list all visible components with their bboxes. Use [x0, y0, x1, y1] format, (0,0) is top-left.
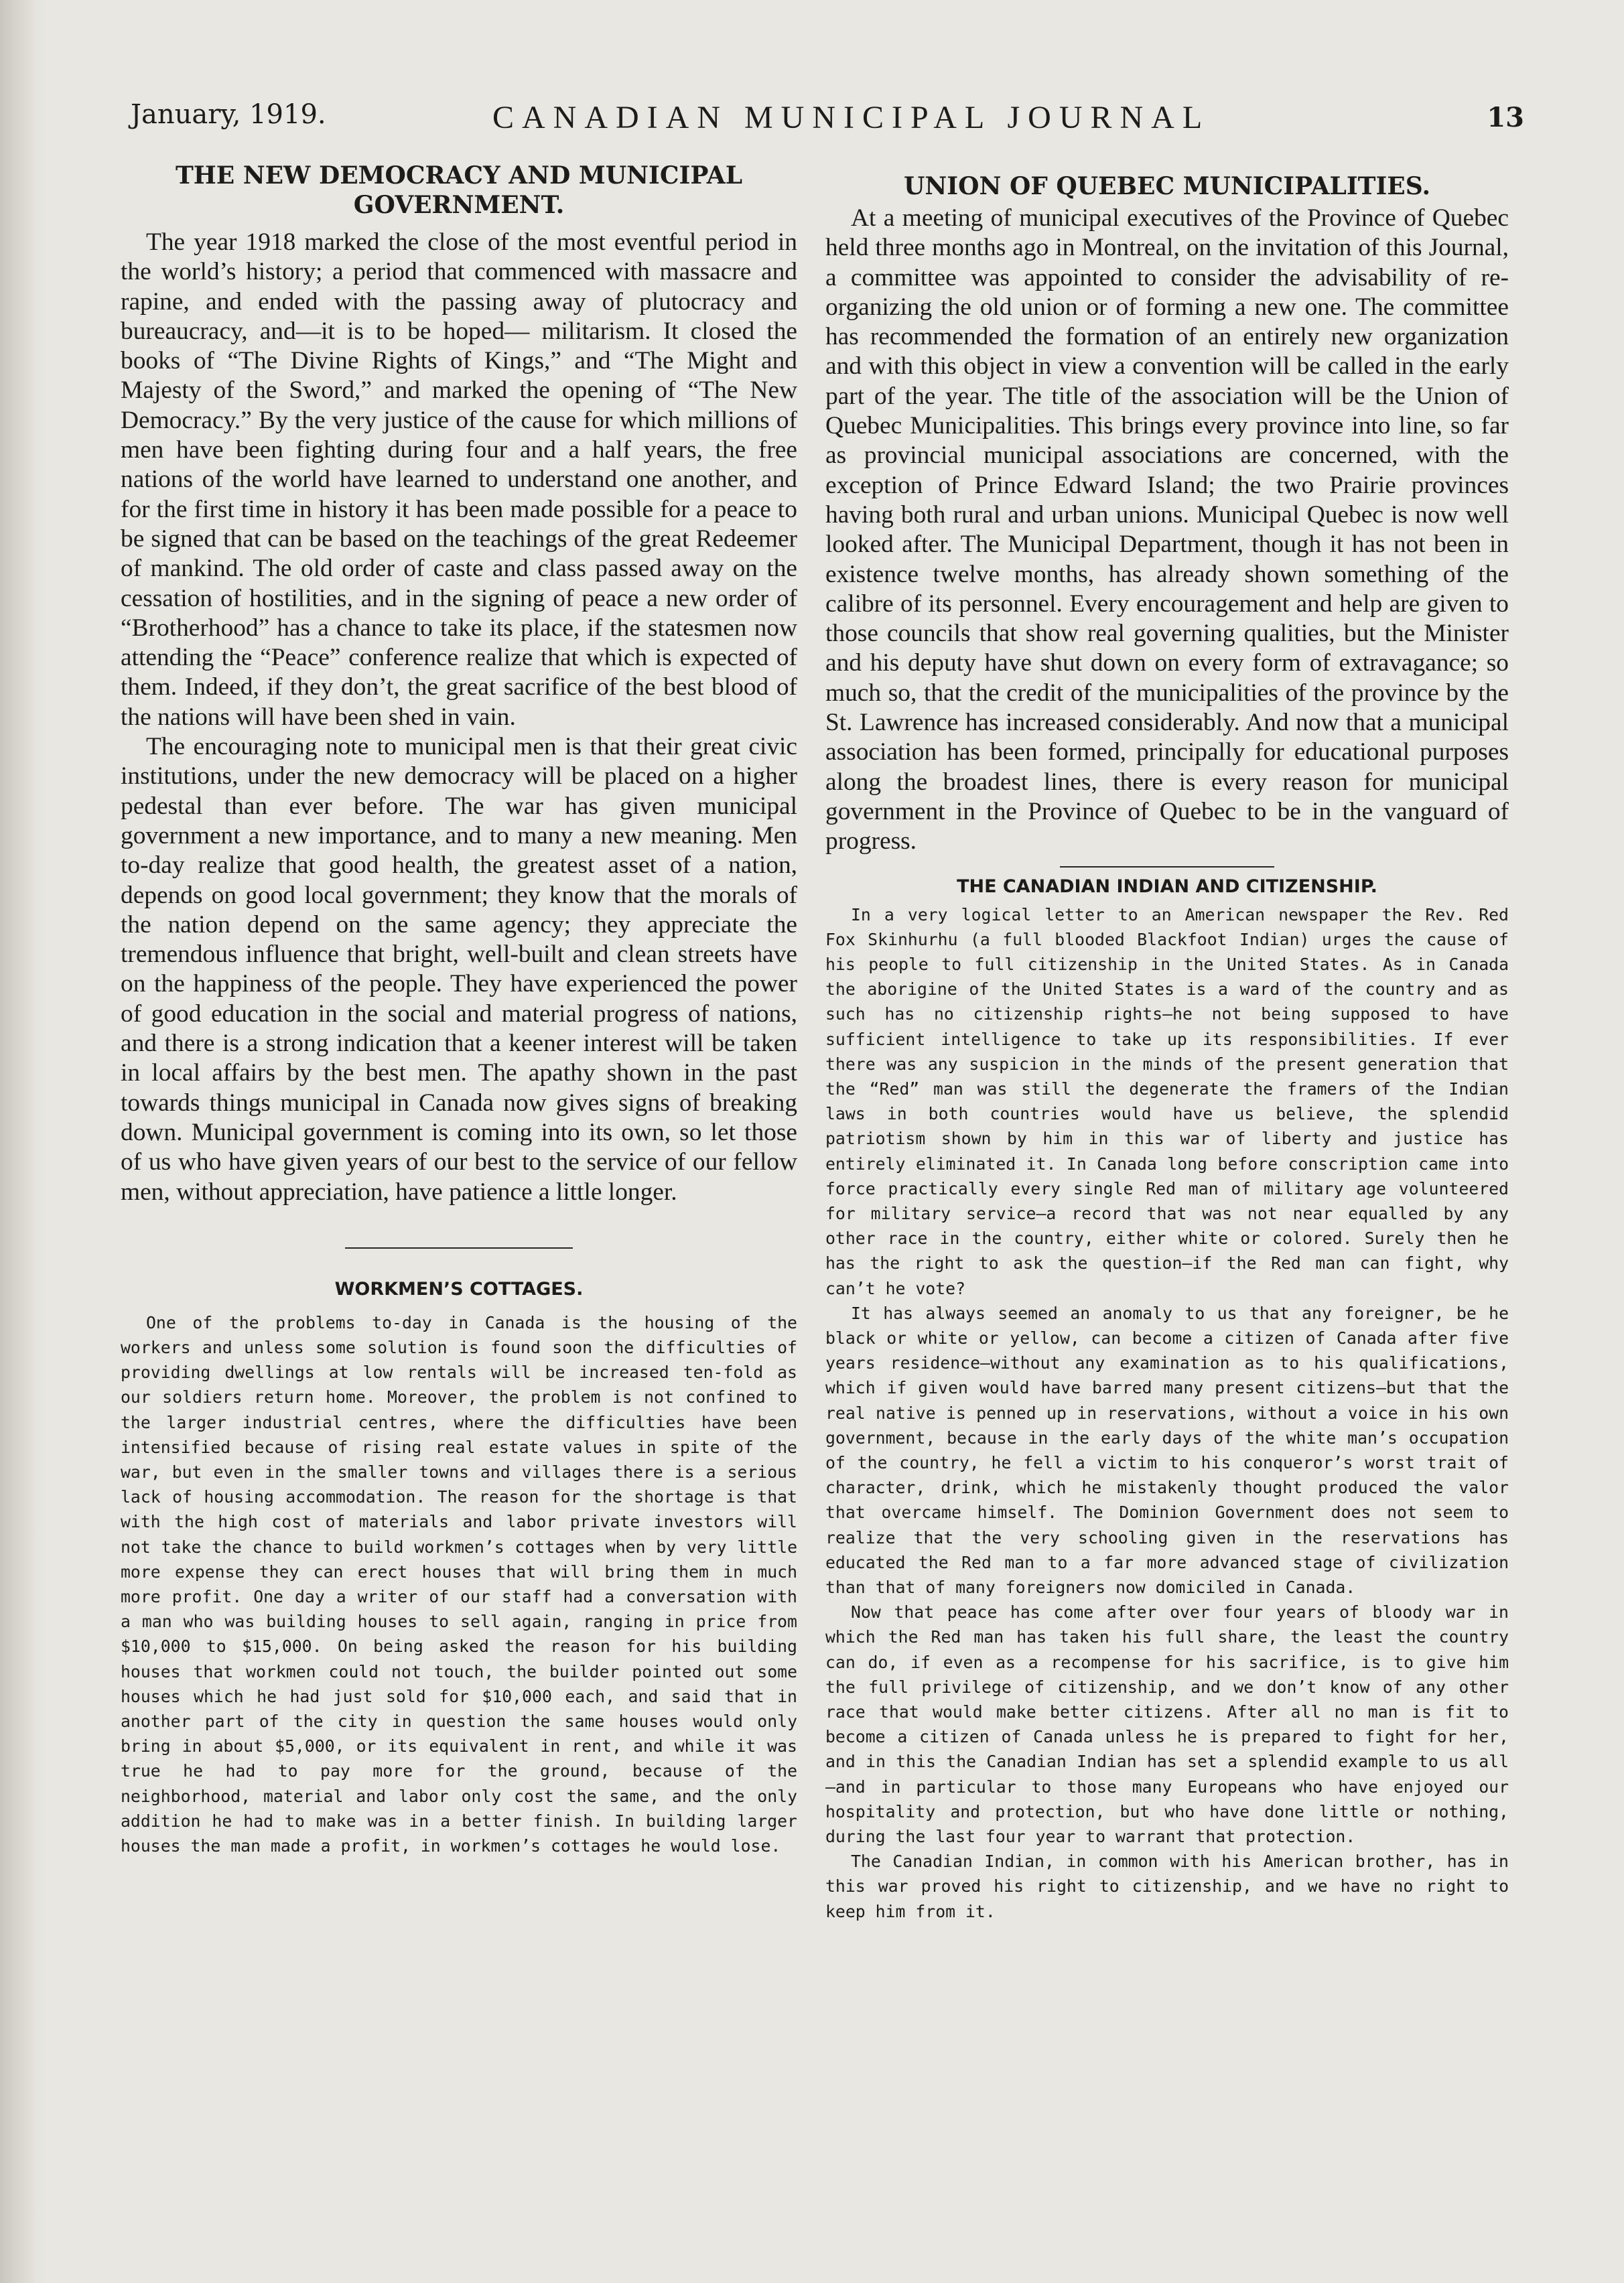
right-column: [825, 161, 1509, 1924]
article-paragraph: The encouraging note to municipal men is that their great civic institutions, under the new democracy will be placed on a higher pedestal than ever before. The war has given municipal government a new importance, and to many a new meaning. Men to-day realize that good health, the greatest asset of a nation, depends on good local government; they know that the morals of the nation depend on the same agency; they appreciate the tremendous influence that bright, well-built and clean streets have on the happiness of the people. They have experienced the power of good education in the social and material progress of nations, and there is a strong indication that a keener interest will be taken in local affairs by the best men. The apathy shown in the past towards things municipal in Canada now gives signs of breaking down. Municipal government is coming into its own, so let those of us who have given years of our best to the service of our fellow men, without appreciation, have patience a little longer.: [121, 733, 797, 1206]
running-header: [131, 99, 1524, 146]
page-gutter-shadow: [0, 0, 47, 2283]
article-paragraph: One of the problems to-day in Canada is the housing of the workers and unless some solution is found soon the difficulties of providing dwellings at low rentals will be increased ten-fold as our soldiers return home. Moreover, the problem is not confined to the larger industrial centres, where the difficulties have been intensified because of rising real estate values in spite of the war, but even in the smaller towns and villages there is a serious lack of housing accommodation. The reason for the shortage is that with the high cost of materials and labor private investors will not take the chance to build workmen’s cottages when by very little more expense they can erect houses that will bring them in much more profit. One day a writer of our staff had a conversation with a man who was building houses to sell again, ranging in price from $10,000 to $15,000. On being asked the reason for his building houses that workmen could not touch, the builder pointed out some houses which he had just sold for $10,000 each, and said that in another part of the city in question the same houses would only bring in about $5,000, or its equivalent in rent, and while it was true he had to pay more for the ground, because of the neighborhood, material and labor only cost the same, and the only addition he had to make was in a better finish. In building larger houses the man made a profit, in workmen’s cottages he would lose.: [121, 1312, 797, 1856]
page-number: 13: [1487, 102, 1524, 133]
article-title-workmens-cottages: WORKMEN’S COTTAGES.: [334, 1278, 584, 1300]
article-paragraph: In a very logical letter to an American newspaper the Rev. Red Fox Skinhurhu (a full blooded Blackfoot Indian) urges the cause of his people to full citizenship in the United States. As in Canada the aborigine of the United States is a ward of the country and as such has no citizenship rights—he not being supposed to have sufficient intelligence to take up its responsibilities. If ever there was any suspicion in the minds of the present generation that the “Red” man was still the degenerate the framers of the Indian laws in both countries would have us believe, the splendid patriotism shown by him in this war of liberty and justice has entirely eliminated it. In Canada long before conscription came into force practically every single Red man of military age volunteered for military service—a record that was not near equalled by any other race in the country, either white or colored. Surely then he has the right to ask the question—if the Red man can fight, why can’t he vote?: [825, 904, 1509, 1298]
article-paragraph: It has always seemed an anomaly to us that any foreigner, be he black or white or yellow, can become a citizen of Canada after five years residence—without any examination as to his qualifications, which if given would have barred many present citizens—but that the real native is penned up in reservations, without a voice in his own government, because in the early days of the white man’s occupation of the country, he fell a victim to his conqueror’s worst trait of character, drink, which he mistakenly thought produced the valor that overcame himself. The Dominion Government does not seem to realize that the very schooling given in the reservations has educated the Red man to a far more advanced stage of civilization than that of many foreigners now domiciled in Canada.: [825, 1303, 1509, 1598]
article-paragraph: Now that peace has come after over four years of bloody war in which the Red man has taken his full share, the least the country can do, if even as a recompense for his sacrifice, is to give him the full privilege of citizenship, and we don’t know of any other race that would make better citizens. After all no man is fit to become a citizen of Canada unless he is prepared to fight for her, and in this the Canadian Indian has set a splendid example to us all—and in particular to those many Europeans who have enjoyed our hospitality and protection, but who have done little or nothing, during the last four year to warrant that protection.: [825, 1602, 1509, 1847]
article-title-indian-citizenship: THE CANADIAN INDIAN AND CITIZENSHIP.: [957, 876, 1377, 897]
section-divider: [345, 1247, 573, 1249]
issue-date: January, 1919.: [131, 99, 326, 130]
article-paragraph: At a meeting of municipal executives of the Province of Quebec held three months ago in Montreal, on the invitation of this Journal, a committee was appointed to consider the advisability of re-organizing the old union or of forming a new one. The committee has recommended the formation of an entirely new organization and with this object in view a convention will be called in the early part of the year. The title of the association will be the Union of Quebec Municipalities. This brings every province into line, so far as provincial municipal associations are concerned, with the exception of Prince Edward Island; the two Prairie provinces having both rural and urban unions. Municipal Quebec is now well looked after. The Municipal Department, though it has not been in existence twelve months, has already shown something of the calibre of its personnel. Every encouragement and help are given to those councils that show real governing qualities, but the Minister and his deputy have shut down on every form of extravagance; so much so, that the credit of the municipalities of the province by the St. Lawrence has increased considerably. And now that a municipal association has been formed, principally for educational purposes along the broadest lines, there is every reason for municipal government in the Province of Quebec to be in the vanguard of progress.: [825, 204, 1509, 855]
article-paragraph: The Canadian Indian, in common with his American brother, has in this war proved his right to citizenship, and we have no right to keep him from it.: [825, 1852, 1509, 1921]
article-paragraph: The year 1918 marked the close of the most eventful period in the world’s history; a period that commenced with massacre and rapine, and ended with the passing away of plutocracy and bureaucracy, and—it is to be hoped— militarism. It closed the books of “The Divine Rights of Kings,” and “The Might and Majesty of the Sword,” and marked the opening of “The New Democracy.” By the very justice of the cause for which millions of men have been fighting during four and a half years, the free nations of the world have learned to understand one another, and for the first time in history it has been made possible for a peace to be signed that can be based on the teachings of the great Redeemer of mankind. The old order of caste and class passed away on the cessation of hostilities, and in the signing of peace a new order of “Brotherhood” has a chance to take its place, if the statesmen now attending the “Peace” conference realize that which is expected of them. Indeed, if they don’t, the great sacrifice of the best blood of the nations will have been shed in vain.: [121, 228, 797, 731]
left-column: [121, 161, 797, 1858]
article-title-new-democracy: THE NEW DEMOCRACY AND MUNICIPAL GOVERNMENT.: [175, 161, 743, 219]
journal-name: CANADIAN MUNICIPAL JOURNAL: [492, 100, 1211, 135]
section-divider: [1060, 866, 1274, 868]
article-title-quebec-union: UNION OF QUEBEC MUNICIPALITIES.: [904, 172, 1430, 200]
